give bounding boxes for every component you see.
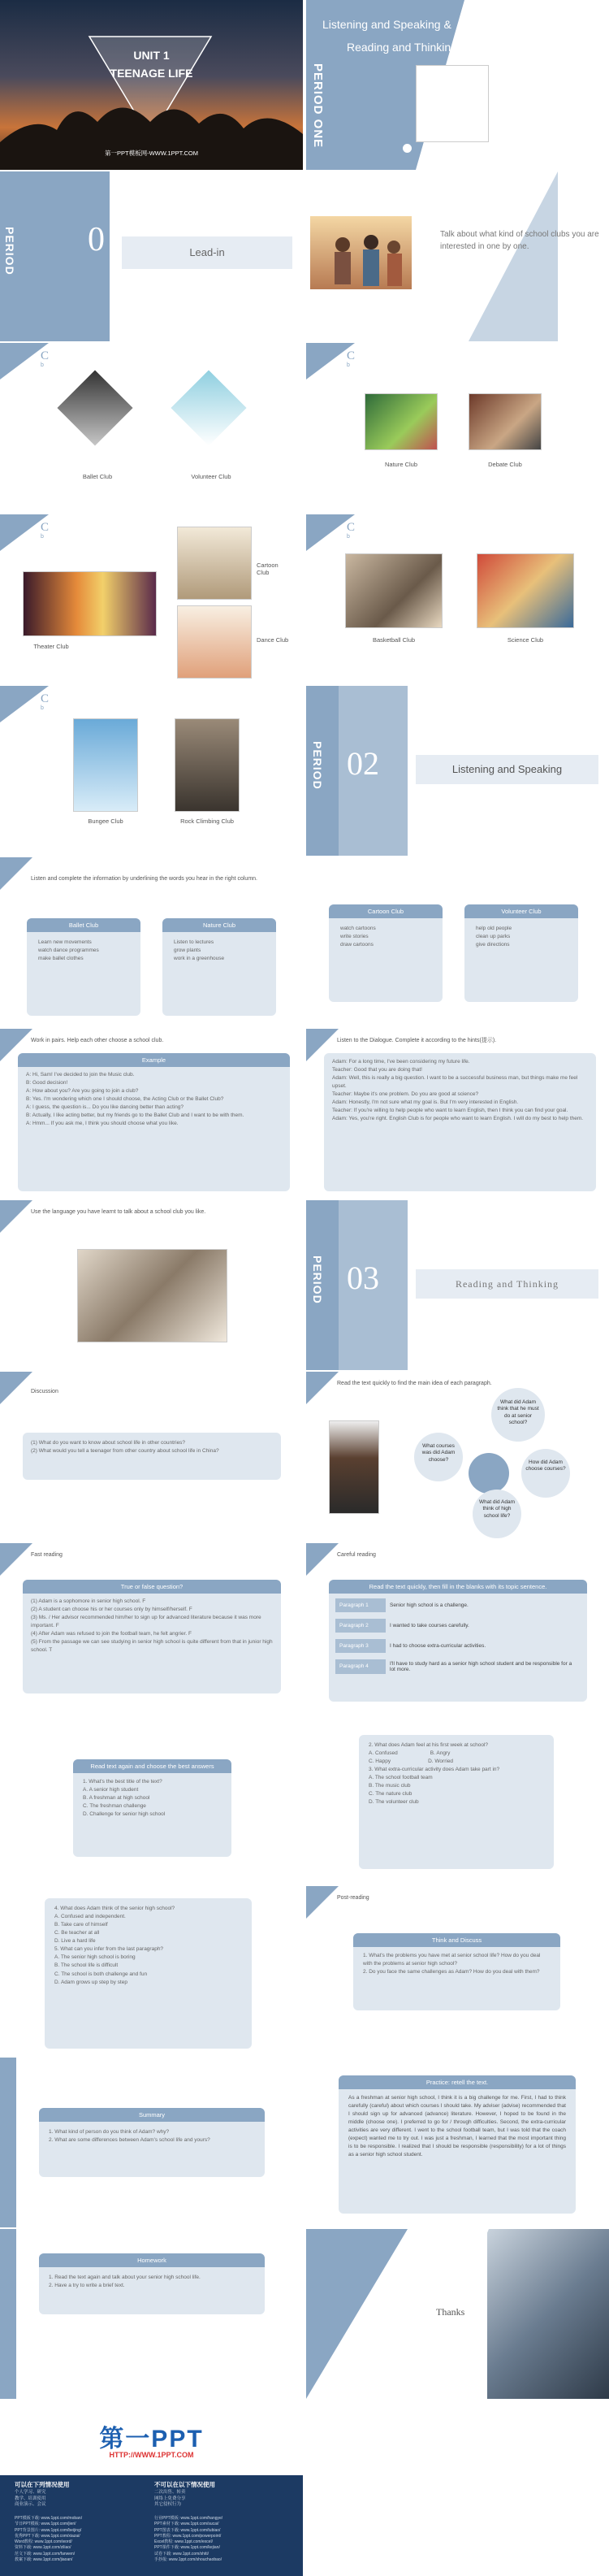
title-line-2: Reading and Thinking—Reading [347, 41, 512, 54]
card-item: write stories [340, 934, 369, 940]
topic-row [335, 1659, 581, 1674]
topic-row [335, 1639, 581, 1653]
club-card-volunteer [464, 904, 578, 1002]
task-line: 1. Read the text again and talk about your senior high school life. [49, 2275, 201, 2280]
card-item: watch cartoons [340, 926, 376, 931]
tf-item: (4) After Adam was refused to join the football team, he felt angrier. F [31, 1631, 192, 1637]
section-number: 02 [347, 745, 379, 782]
corner-triangle [0, 1543, 32, 1576]
panel-title: Summary [39, 2108, 265, 2122]
resource-link[interactable]: 资料下载: www.1ppt.com/ziliao/ [15, 2545, 71, 2551]
slide-main-idea [306, 1372, 609, 1542]
retell-text: As a freshman at senior high school, I think it is a big challenge for me. First, I had to think carefully (careful) about which courses I should take. My adviser (advise) recommended that I should sign up for advanced (advance) literature. However, I hoped to be found in the middle (choose one). I preferred to go for / through difficulties. Second, the extra-curricular activities are very different. I went to the school football team, but I was told that the coach (expect) wanted me to try out. I was just a freshman, I learned that the most important thing is to be responsible. I realized that I should be responsible (responsibility) for a lot of things as a senior high school student. [348, 2095, 566, 2158]
period-label: PERIOD [311, 741, 324, 790]
topic-sentence: Senior high school is a challenge. [390, 1602, 469, 1608]
section-number: 0 [88, 221, 105, 258]
topic-row [335, 1598, 581, 1612]
slide-reading [306, 1200, 609, 1370]
bubble-question: What did Adam think that he must do at senior school? [491, 1388, 545, 1442]
slide-answers-2 [306, 1715, 609, 1884]
option-line: D. The volunteer club [369, 1799, 419, 1806]
accent-slant [306, 2229, 408, 2399]
instruction: Listen to the Dialogue. Complete it according to the hints(提示). [337, 1038, 497, 1043]
question-line: 2. Do you face the same challenges as Adam? How do you deal with them? [363, 1969, 540, 1975]
card-item: watch dance programmes [38, 948, 99, 954]
corner-triangle [306, 1886, 339, 1919]
section-label: Listening and Speaking [416, 755, 598, 784]
accent-band [0, 2229, 16, 2399]
panel-title: Read the text quickly, then fill in the blanks with its topic sentence. [329, 1580, 587, 1594]
option-line: C. Be teacher at all [54, 1930, 100, 1936]
caption-theater: Theater Club [33, 643, 69, 650]
paragraph-label: Paragraph 1 [335, 1598, 386, 1612]
badge-letter: C [41, 349, 50, 362]
discuss-panel [353, 1933, 560, 2010]
bungee-photo [73, 718, 138, 812]
slide-clubs-2 [306, 343, 609, 513]
period-label: PERIOD ONE [311, 63, 325, 149]
ballet-photo [55, 368, 136, 449]
caption-debate: Debate Club [488, 461, 522, 468]
slide-careful-reading [306, 1543, 609, 1713]
question-line: 1. What's the best title of the text? [83, 1779, 162, 1785]
question-line: 1. What's the problems you have met at senior school life? How do you deal with the problems at senior high school? [363, 1953, 541, 1967]
resource-link[interactable]: Excel教程: www.1ppt.com/excel/ [154, 2539, 213, 2544]
instruction: Use the language you have learnt to talk about a school club you like. [31, 1209, 206, 1215]
club-card-ballet [27, 918, 140, 1016]
resource-link[interactable]: 优秀PPT下载: www.1ppt.com/xiazai/ [15, 2533, 80, 2539]
dialogue-line: Adam: Honestly, I'm not sure what my goal is. But I'm very interested in English. [332, 1099, 519, 1106]
instruction: Read the text quickly to find the main idea of each paragraph. [337, 1381, 492, 1386]
slide-discussion [0, 1372, 303, 1542]
card-item: make ballet clothes [38, 956, 84, 962]
dialogue-line: B: Good decision! [26, 1080, 68, 1086]
resource-link[interactable]: PPT教程: www.1ppt.com/powerpoint/ [154, 2533, 222, 2539]
section-label: Reading and Thinking [416, 1269, 598, 1299]
adam-photo [329, 1420, 379, 1514]
slide-homework [0, 2229, 303, 2399]
slide-thanks [306, 2229, 609, 2399]
club-card-nature [162, 918, 276, 1016]
slide-copyright [0, 2400, 303, 2576]
question-line: (1) What do you want to know about school life in other countries? [31, 1440, 186, 1446]
dialogue-line: Teacher: Good that you are doing that! [332, 1067, 422, 1073]
panel-title: Think and Discuss [353, 1933, 560, 1947]
dialogue-line: B: Actually, I like acting better, but my friends go to the Ballet Club and I want to be with them. [26, 1112, 244, 1119]
caption-science: Science Club [507, 636, 544, 644]
slide-fast-reading [0, 1543, 303, 1713]
allowed-list [15, 2490, 46, 2509]
slide-lead-in [0, 171, 303, 341]
slide-post-reading [306, 1886, 609, 2056]
panel-title: Practice: retell the text. [339, 2075, 576, 2089]
slide-summary [0, 2058, 303, 2227]
slide-use-language [0, 1200, 303, 1370]
card-item: give directions [476, 942, 510, 948]
badge-sub: b [41, 362, 44, 368]
answers-panel [45, 1898, 252, 2049]
dance-photo [177, 605, 252, 679]
resource-link[interactable]: 手抄报: www.1ppt.com/shouchaobao/ [154, 2556, 222, 2562]
resource-link[interactable]: PPT课件下载: www.1ppt.com/kejian/ [154, 2545, 220, 2551]
resource-link[interactable]: PPT素材下载: www.1ppt.com/sucai/ [154, 2522, 219, 2527]
tf-item: (2) A student can choose his or her courses only by himself/herself. F [31, 1607, 192, 1613]
option-line: D. Challenge for senior high school [83, 1811, 166, 1818]
question-line: 2. What does Adam feel at his first week at school? [369, 1742, 489, 1748]
example-panel [18, 1053, 290, 1191]
slide-listening [306, 686, 609, 856]
badge-sub: b [347, 534, 350, 540]
allowed-item: 商业演示、会议 [15, 2502, 46, 2508]
option-line: D. Live a hard life [54, 1938, 96, 1945]
dialogue-line: Adam: Yes, you're right. English Club is for people who want to learn English. I will do my best to help them. [332, 1116, 584, 1122]
summary-panel [39, 2108, 265, 2177]
thanks-text: Thanks [436, 2306, 465, 2318]
topic-sentence: I wanted to take courses carefully. [390, 1623, 469, 1628]
badge-sub: b [41, 534, 44, 540]
caption-nature: Nature Club [384, 461, 418, 468]
panel-title: Homework [39, 2253, 265, 2267]
volunteer-photo [169, 368, 249, 449]
resource-link[interactable]: PPT图表下载: www.1ppt.com/tubiao/ [154, 2527, 221, 2533]
resource-link[interactable]: Word教程: www.1ppt.com/word/ [15, 2539, 72, 2544]
homework-panel [39, 2253, 265, 2314]
dialogue-line: A: How about you? Are you going to join a club? [26, 1088, 139, 1095]
site-footer: 第一PPT模板网-WWW.1PPT.COM [105, 150, 198, 157]
title-line-1: Listening and Speaking & [322, 18, 451, 31]
caption-dance: Dance Club [257, 636, 289, 644]
slide-title [0, 0, 303, 170]
climbing-photo [175, 718, 240, 812]
paragraph-label: Paragraph 4 [335, 1659, 386, 1674]
card-title: Ballet Club [27, 918, 140, 932]
option-line: C. The freshman challenge [83, 1803, 146, 1810]
slide-listen-complete [0, 857, 303, 1027]
question-line: 5. What can you infer from the last paragraph? [54, 1946, 164, 1953]
corner-triangle [0, 1200, 32, 1233]
links-right [154, 2516, 222, 2563]
card-item: grow plants [174, 948, 201, 954]
dialogue-line: Adam: For a long time, I've been considering my future life. [332, 1059, 470, 1065]
forbidden-item: 二次出售、转卖 [154, 2490, 186, 2495]
unit-title: TEENAGE LIFE [110, 67, 193, 80]
option-line: B. A freshman at high school [83, 1795, 150, 1802]
option-line: A. Confused and independent. [54, 1914, 126, 1920]
forbidden-list [154, 2490, 186, 2509]
question-line: 3. What extra-curricular activity does Adam take part in? [369, 1767, 500, 1773]
dialogue-line: Teacher: If you're willing to help people who want to learn English, then I think you can find your goal. [332, 1108, 568, 1114]
panel-title: True or false question? [23, 1580, 281, 1594]
slide-pair-work [0, 1029, 303, 1199]
forbidden-item: 网络上免费分享 [154, 2496, 186, 2501]
period-label: PERIOD [3, 227, 16, 275]
discussion-photo [77, 1249, 227, 1342]
option-line: A. Confused [369, 1750, 398, 1757]
slide-answers-3 [0, 1886, 303, 2056]
caption-bungee: Bungee Club [88, 817, 123, 825]
allowed-head: 可以在下列情况使用 [15, 2481, 70, 2488]
badge-sub: b [41, 705, 44, 711]
paragraph-label: Paragraph 2 [335, 1619, 386, 1633]
logo-url: HTTP://WWW.1PPT.COM [109, 2451, 194, 2459]
option-line: A. The senior high school is boring [54, 1954, 136, 1961]
badge-letter: C [41, 521, 50, 534]
center-circle [469, 1453, 509, 1494]
badge-letter: C [41, 692, 50, 705]
resource-link[interactable]: 行业PPT模板: www.1ppt.com/hangye/ [154, 2516, 223, 2521]
dialogue-line: A: Hmm... If you ask me, I think you should choose what you like. [26, 1121, 179, 1127]
tf-panel [23, 1580, 281, 1693]
card-item: Learn new movements [38, 939, 92, 945]
instruction: Listen and complete the information by underlining the words you hear in the right column. [31, 876, 257, 882]
resource-link[interactable]: 试卷下载: www.1ppt.com/shiti/ [154, 2551, 209, 2556]
option-line: C. The school is both challenge and fun [54, 1971, 148, 1977]
section-number: 03 [347, 1260, 379, 1296]
dialogue-line: B: Yes. I'm wondering which one I should choose, the Acting Club or the Ballet Club? [26, 1096, 224, 1103]
card-title: Volunteer Club [464, 904, 578, 918]
resource-link[interactable]: PPT模板下载: www.1ppt.com/moban/ [15, 2516, 83, 2521]
card-item: help old people [476, 926, 512, 931]
nature-photo [365, 393, 438, 450]
card-title: Nature Club [162, 918, 276, 932]
slide-best-answers [0, 1715, 303, 1884]
option-line: B. Take care of himself [54, 1922, 108, 1928]
option-line: D. Adam grows up step by step [54, 1979, 127, 1985]
card-item: clean up parks [476, 934, 511, 940]
badge-letter: C [347, 349, 356, 362]
card-item: draw cartoons [340, 942, 374, 948]
dialogue-line: Teacher: Maybe it's one problem. Do you are good at science? [332, 1091, 479, 1098]
resource-link[interactable]: 教案下载: www.1ppt.com/jiaoan/ [15, 2556, 73, 2562]
task-line: 2. Have a try to write a brief text. [49, 2283, 125, 2289]
tf-item: (3) Ms. / Her advisor recommended him/her to sign up for advanced literature because it was more important. F [31, 1615, 261, 1629]
students-photo [310, 216, 412, 289]
slide-clubs-3 [0, 514, 303, 684]
dialogue-line: A: Hi, Sam! I've decided to join the Music club. [26, 1072, 135, 1078]
allowed-item: 个人学习、研究 [15, 2490, 46, 2495]
dialogue-line: A: I guess, the question is... Do you like dancing better than acting? [26, 1104, 184, 1111]
card-item: Listen to lectures [174, 939, 214, 945]
period-label: PERIOD [311, 1255, 324, 1304]
topic-row [335, 1619, 581, 1633]
instruction: Work in pairs. Help each other choose a school club. [31, 1038, 164, 1043]
card-title: Cartoon Club [329, 904, 443, 918]
forbidden-item: 其它侵权行为 [154, 2502, 182, 2508]
discussion-panel [23, 1433, 281, 1480]
prompt-text: Talk about what kind of school clubs you are interested in one by one. [440, 230, 599, 251]
allowed-item: 教学、培训使用 [15, 2496, 46, 2501]
option-line: A. A senior high student [83, 1787, 139, 1793]
slide-clubs-4 [306, 514, 609, 684]
resource-link[interactable]: 范文下载: www.1ppt.com/fanwen/ [15, 2551, 76, 2556]
unit-label: UNIT 1 [133, 49, 170, 62]
corner-triangle [306, 1543, 339, 1576]
option-line: B. The school life is difficult [54, 1962, 119, 1969]
theater-photo [23, 571, 157, 636]
topic-sentence: I had to choose extra-curricular activities. [390, 1643, 486, 1649]
retell-panel [339, 2075, 576, 2214]
resource-link[interactable]: 节日PPT模板: www.1ppt.com/jieri/ [15, 2522, 76, 2527]
panel-title: Example [18, 1053, 290, 1067]
slide-dialogue [306, 1029, 609, 1199]
corner-triangle [0, 857, 32, 890]
topic-panel [329, 1580, 587, 1702]
corner-triangle [306, 1372, 339, 1404]
science-photo [477, 553, 574, 628]
option-line: B. The music club [369, 1783, 411, 1789]
corner-triangle [0, 1372, 32, 1404]
cartoon-photo [177, 527, 252, 600]
bubble-question: How did Adam choose courses? [521, 1449, 570, 1498]
option-line: C. The nature club [369, 1791, 412, 1798]
slide-period-one [306, 0, 609, 170]
answers-panel [359, 1735, 554, 1869]
tf-item: (5) From the passage we can see studying in senior high school is quite different from that in junior high school. T [31, 1639, 273, 1654]
bubble-question: What did Adam think of high school life? [473, 1490, 521, 1538]
instruction: Fast reading [31, 1552, 63, 1558]
frame-box [416, 65, 489, 142]
question-line: 2. What are some differences between Adam's school life and yours? [49, 2137, 210, 2144]
forbidden-head: 不可以在以下情况使用 [154, 2481, 215, 2488]
badge-letter: C [347, 521, 356, 534]
slide-clubs-1 [0, 343, 303, 513]
dialogue-panel [324, 1053, 596, 1191]
caption-climbing: Rock Climbing Club [180, 817, 234, 825]
circle-dot [401, 142, 413, 154]
bubble-question: What courses was did Adam choose? [414, 1433, 463, 1481]
silhouette-crowd-image [0, 0, 303, 170]
option-line: A. The school football team [369, 1775, 433, 1781]
logo-text: 第一PPT [99, 2426, 204, 2452]
question-line: 4. What does Adam think of the senior high school? [54, 1906, 175, 1911]
tf-item: (1) Adam is a sophomore in senior high school. F [31, 1598, 146, 1604]
resource-link[interactable]: PPT背景图片: www.1ppt.com/beijing/ [15, 2527, 82, 2533]
question-line: (2) What would you tell a teenager from other country about school life in China? [31, 1448, 219, 1455]
slide-talk-about [306, 171, 609, 341]
instruction: Discussion [31, 1389, 58, 1394]
panel-title: Read text again and choose the best answers [73, 1759, 231, 1773]
slide-clubs-5 [0, 686, 303, 856]
basketball-photo [345, 553, 443, 628]
option-line: D. Worried [428, 1759, 454, 1765]
caption-cartoon: Cartoon Club [257, 562, 279, 576]
answers-panel [73, 1759, 231, 1857]
club-card-cartoon [329, 904, 443, 1002]
accent-band [0, 2058, 16, 2227]
option-line: C. Happy [369, 1759, 391, 1765]
laptop-photo [487, 2229, 609, 2399]
topic-sentence: I'll have to study hard as a senior high school student and be responsible for a lot more. [390, 1661, 572, 1672]
caption-volunteer: Volunteer Club [191, 473, 231, 480]
badge-sub: b [347, 362, 350, 368]
slide-retell [306, 2058, 609, 2227]
slide-listen-complete-2 [306, 857, 609, 1027]
debate-photo [469, 393, 542, 450]
caption-basketball: Basketball Club [372, 636, 416, 644]
section-label: Lead-in [122, 236, 292, 269]
option-line: B. Angry [430, 1750, 451, 1757]
instruction: Post-reading [337, 1895, 369, 1901]
paragraph-label: Paragraph 3 [335, 1639, 386, 1653]
card-item: work in a greenhouse [174, 956, 225, 962]
caption-ballet: Ballet Club [82, 473, 113, 480]
question-line: 1. What kind of person do you think of Adam? why? [49, 2129, 170, 2135]
accent-slant [469, 171, 558, 341]
links-left [15, 2516, 82, 2563]
instruction: Careful reading [337, 1552, 376, 1558]
dialogue-line: Adam: Well, this is really a big question. I want to be a successful business man, but things make me feel upset. [332, 1075, 578, 1090]
